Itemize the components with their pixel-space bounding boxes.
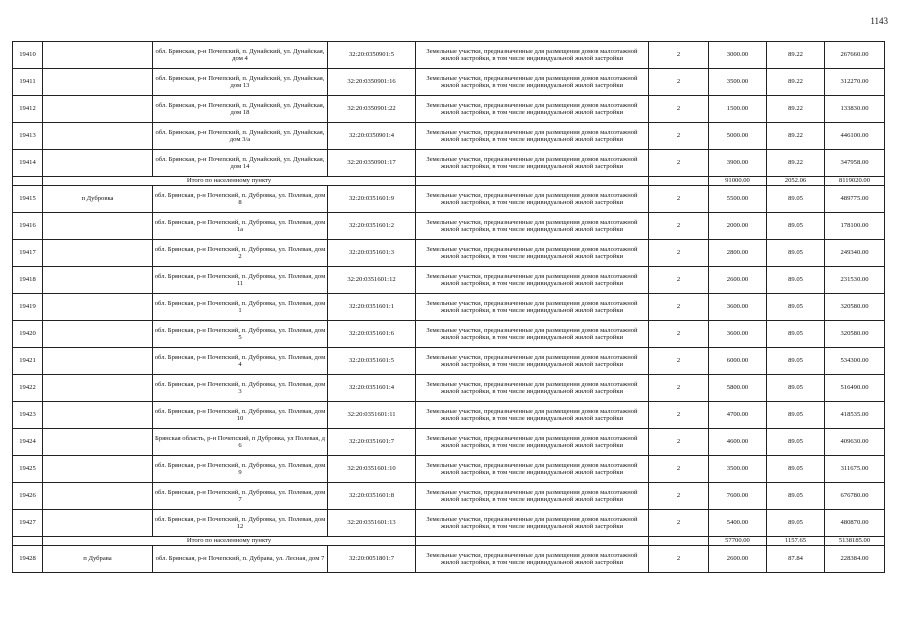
cadastral-value-table — [12, 41, 885, 573]
cadastral-value-cell: 311675.00 — [825, 456, 885, 483]
cadastral-value-cell: 320580.00 — [825, 294, 885, 321]
cadastral-number-cell: 32:20:0351601:13 — [328, 510, 416, 537]
area-cell: 3900.00 — [709, 150, 767, 177]
table-row — [13, 510, 885, 537]
settlement-cell: п Дубрава — [43, 546, 153, 573]
rate-cell: 89.05 — [767, 375, 825, 402]
settlement-cell — [43, 510, 153, 537]
row-id-cell: 19416 — [13, 213, 43, 240]
row-id-cell: 19410 — [13, 42, 43, 69]
rate-cell: 89.05 — [767, 510, 825, 537]
address-cell: обл. Брянская, р-н Почепский, п. Дунайский, ул. Дунайская, дом 13 — [153, 69, 328, 96]
address-cell: обл. Брянская, р-н Почепский, п. Дубровка, ул. Полевая, дом 3 — [153, 375, 328, 402]
land-purpose-cell: Земельные участки, предназначенные для размещения домов малоэтажной жилой застройки, в том числе индивидуальной жилой застройки — [416, 375, 649, 402]
table-row — [13, 267, 885, 294]
total-empty-cell — [649, 537, 709, 546]
cadastral-value-cell: 480870.00 — [825, 510, 885, 537]
table-row — [13, 456, 885, 483]
row-id-cell: 19427 — [13, 510, 43, 537]
table-row — [13, 240, 885, 267]
rate-cell: 89.05 — [767, 348, 825, 375]
cadastral-value-cell: 676780.00 — [825, 483, 885, 510]
address-cell: обл. Брянская, р-н Почепский, п. Дубровка, ул. Полевая, дом 12 — [153, 510, 328, 537]
cadastral-number-cell: 32:20:0351601:4 — [328, 375, 416, 402]
rate-cell: 89.22 — [767, 150, 825, 177]
group-cell: 2 — [649, 69, 709, 96]
area-cell: 3600.00 — [709, 321, 767, 348]
group-cell: 2 — [649, 294, 709, 321]
cadastral-number-cell: 32:20:0351601:12 — [328, 267, 416, 294]
cadastral-value-cell: 178100.00 — [825, 213, 885, 240]
rate-cell: 89.05 — [767, 402, 825, 429]
table-row — [13, 546, 885, 573]
total-value-cell: 5138185.00 — [825, 537, 885, 546]
area-cell: 3000.00 — [709, 42, 767, 69]
land-purpose-cell: Земельные участки, предназначенные для размещения домов малоэтажной жилой застройки, в том числе индивидуальной жилой застройки — [416, 348, 649, 375]
row-id-cell: 19426 — [13, 483, 43, 510]
land-purpose-cell: Земельные участки, предназначенные для размещения домов малоэтажной жилой застройки, в том числе индивидуальной жилой застройки — [416, 240, 649, 267]
group-cell: 2 — [649, 375, 709, 402]
area-cell: 1500.00 — [709, 96, 767, 123]
settlement-cell — [43, 150, 153, 177]
total-area-cell: 91000.00 — [709, 177, 767, 186]
total-area-cell: 57700.00 — [709, 537, 767, 546]
address-cell: обл. Брянская, р-н Почепский, п. Дубровка, ул. Полевая, дом 2 — [153, 240, 328, 267]
land-purpose-cell: Земельные участки, предназначенные для размещения домов малоэтажной жилой застройки, в том числе индивидуальной жилой застройки — [416, 96, 649, 123]
land-purpose-cell: Земельные участки, предназначенные для размещения домов малоэтажной жилой застройки, в том числе индивидуальной жилой застройки — [416, 42, 649, 69]
rate-cell: 89.05 — [767, 267, 825, 294]
cadastral-value-cell: 228384.00 — [825, 546, 885, 573]
settlement-cell — [43, 267, 153, 294]
cadastral-value-cell: 312270.00 — [825, 69, 885, 96]
row-id-cell: 19414 — [13, 150, 43, 177]
group-cell: 2 — [649, 123, 709, 150]
total-empty-cell — [416, 537, 649, 546]
row-id-cell: 19424 — [13, 429, 43, 456]
cadastral-number-cell: 32:20:0351601:6 — [328, 321, 416, 348]
area-cell: 2600.00 — [709, 267, 767, 294]
cadastral-value-cell: 267660.00 — [825, 42, 885, 69]
group-cell: 2 — [649, 96, 709, 123]
cadastral-value-cell: 231530.00 — [825, 267, 885, 294]
address-cell: обл. Брянская, р-н Почепский, п. Дубровка, ул. Полевая, дом 8 — [153, 186, 328, 213]
cadastral-value-cell: 133830.00 — [825, 96, 885, 123]
total-value-cell: 8119020.00 — [825, 177, 885, 186]
row-id-cell: 19417 — [13, 240, 43, 267]
settlement-cell — [43, 294, 153, 321]
total-empty-cell — [416, 177, 649, 186]
settlement-cell — [43, 348, 153, 375]
table-row — [13, 42, 885, 69]
table-row — [13, 375, 885, 402]
area-cell: 4600.00 — [709, 429, 767, 456]
total-rate-cell: 2052.06 — [767, 177, 825, 186]
row-id-cell: 19425 — [13, 456, 43, 483]
area-cell: 5500.00 — [709, 186, 767, 213]
area-cell: 3600.00 — [709, 294, 767, 321]
cadastral-value-cell: 249340.00 — [825, 240, 885, 267]
rate-cell: 89.05 — [767, 456, 825, 483]
address-cell: обл. Брянская, р-н Почепский, п. Дунайский, ул. Дунайская, дом 14 — [153, 150, 328, 177]
area-cell: 4700.00 — [709, 402, 767, 429]
address-cell: Брянская область, р-н Почепский, п Дубровка, ул Полевая, д 6 — [153, 429, 328, 456]
settlement-total-row — [13, 537, 885, 546]
group-cell: 2 — [649, 267, 709, 294]
page-number: 1143 — [870, 16, 888, 26]
row-id-cell: 19420 — [13, 321, 43, 348]
settlement-cell — [43, 240, 153, 267]
area-cell: 3500.00 — [709, 456, 767, 483]
address-cell: обл. Брянская, р-н Почепский, п. Дубровка, ул. Полевая, дом 11 — [153, 267, 328, 294]
row-id-cell: 19415 — [13, 186, 43, 213]
settlement-cell — [43, 213, 153, 240]
cadastral-number-cell: 32:20:0350901:4 — [328, 123, 416, 150]
cadastral-number-cell: 32:20:0351601:10 — [328, 456, 416, 483]
row-id-cell: 19411 — [13, 69, 43, 96]
area-cell: 5000.00 — [709, 123, 767, 150]
rate-cell: 89.05 — [767, 240, 825, 267]
land-purpose-cell: Земельные участки, предназначенные для размещения домов малоэтажной жилой застройки, в том числе индивидуальной жилой застройки — [416, 186, 649, 213]
rate-cell: 89.22 — [767, 96, 825, 123]
settlement-cell — [43, 402, 153, 429]
group-cell: 2 — [649, 150, 709, 177]
cadastral-number-cell: 32:20:0351601:7 — [328, 429, 416, 456]
area-cell: 2600.00 — [709, 546, 767, 573]
land-purpose-cell: Земельные участки, предназначенные для размещения домов малоэтажной жилой застройки, в том числе индивидуальной жилой застройки — [416, 267, 649, 294]
cadastral-value-cell: 320580.00 — [825, 321, 885, 348]
rate-cell: 87.84 — [767, 546, 825, 573]
area-cell: 6000.00 — [709, 348, 767, 375]
cadastral-number-cell: 32:20:0350901:17 — [328, 150, 416, 177]
rate-cell: 89.05 — [767, 429, 825, 456]
total-rate-cell: 1157.65 — [767, 537, 825, 546]
row-id-cell: 19428 — [13, 546, 43, 573]
row-id-cell: 19412 — [13, 96, 43, 123]
land-purpose-cell: Земельные участки, предназначенные для размещения домов малоэтажной жилой застройки, в том числе индивидуальной жилой застройки — [416, 429, 649, 456]
cadastral-number-cell: 32:20:0351601:8 — [328, 483, 416, 510]
area-cell: 5800.00 — [709, 375, 767, 402]
address-cell: обл. Брянская, р-н Почепский, п. Дубровка, ул. Полевая, дом 5 — [153, 321, 328, 348]
group-cell: 2 — [649, 213, 709, 240]
row-id-cell: 19423 — [13, 402, 43, 429]
land-purpose-cell: Земельные участки, предназначенные для размещения домов малоэтажной жилой застройки, в том числе индивидуальной жилой застройки — [416, 546, 649, 573]
settlement-cell — [43, 123, 153, 150]
table-row — [13, 69, 885, 96]
group-cell: 2 — [649, 321, 709, 348]
group-cell: 2 — [649, 348, 709, 375]
rate-cell: 89.05 — [767, 294, 825, 321]
address-cell: обл. Брянская, р-н Почепский, п. Дунайский, ул. Дунайская, дом 4 — [153, 42, 328, 69]
land-purpose-cell: Земельные участки, предназначенные для размещения домов малоэтажной жилой застройки, в том числе индивидуальной жилой застройки — [416, 456, 649, 483]
cadastral-value-cell: 489775.00 — [825, 186, 885, 213]
row-id-cell: 19421 — [13, 348, 43, 375]
rate-cell: 89.05 — [767, 483, 825, 510]
settlement-cell — [43, 375, 153, 402]
cadastral-value-cell: 347958.00 — [825, 150, 885, 177]
cadastral-number-cell: 32:20:0351601:2 — [328, 213, 416, 240]
address-cell: обл. Брянская, р-н Почепский, п. Дубровка, ул. Полевая, дом 7 — [153, 483, 328, 510]
land-purpose-cell: Земельные участки, предназначенные для размещения домов малоэтажной жилой застройки, в том числе индивидуальной жилой застройки — [416, 483, 649, 510]
table-row — [13, 213, 885, 240]
table-row — [13, 483, 885, 510]
table-row — [13, 123, 885, 150]
group-cell: 2 — [649, 402, 709, 429]
table-row — [13, 96, 885, 123]
cadastral-number-cell: 32:20:0351601:3 — [328, 240, 416, 267]
settlement-cell — [43, 456, 153, 483]
rate-cell: 89.05 — [767, 213, 825, 240]
cadastral-number-cell: 32:20:0351601:11 — [328, 402, 416, 429]
cadastral-number-cell: 32:20:0051801:7 — [328, 546, 416, 573]
cadastral-value-cell: 516490.00 — [825, 375, 885, 402]
land-purpose-cell: Земельные участки, предназначенные для размещения домов малоэтажной жилой застройки, в том числе индивидуальной жилой застройки — [416, 294, 649, 321]
group-cell: 2 — [649, 429, 709, 456]
group-cell: 2 — [649, 186, 709, 213]
row-id-cell: 19413 — [13, 123, 43, 150]
group-cell: 2 — [649, 483, 709, 510]
address-cell: обл. Брянская, р-н Почепский, п. Дубровка, ул. Полевая, дом 10 — [153, 402, 328, 429]
area-cell: 2800.00 — [709, 240, 767, 267]
total-empty-cell — [13, 537, 43, 546]
rate-cell: 89.22 — [767, 69, 825, 96]
cadastral-number-cell: 32:20:0350901:22 — [328, 96, 416, 123]
table-row — [13, 294, 885, 321]
settlement-cell — [43, 483, 153, 510]
land-purpose-cell: Земельные участки, предназначенные для размещения домов малоэтажной жилой застройки, в том числе индивидуальной жилой застройки — [416, 510, 649, 537]
area-cell: 2000.00 — [709, 213, 767, 240]
land-purpose-cell: Земельные участки, предназначенные для размещения домов малоэтажной жилой застройки, в том числе индивидуальной жилой застройки — [416, 123, 649, 150]
group-cell: 2 — [649, 42, 709, 69]
address-cell: обл. Брянская, р-н Почепский, п. Дубровка, ул. Полевая, дом 4 — [153, 348, 328, 375]
cadastral-value-cell: 409630.00 — [825, 429, 885, 456]
land-purpose-cell: Земельные участки, предназначенные для размещения домов малоэтажной жилой застройки, в том числе индивидуальной жилой застройки — [416, 69, 649, 96]
settlement-cell: п Дубровка — [43, 186, 153, 213]
land-purpose-cell: Земельные участки, предназначенные для размещения домов малоэтажной жилой застройки, в том числе индивидуальной жилой застройки — [416, 150, 649, 177]
total-label-cell: Итого по населенному пункту — [43, 537, 416, 546]
land-purpose-cell: Земельные участки, предназначенные для размещения домов малоэтажной жилой застройки, в том числе индивидуальной жилой застройки — [416, 321, 649, 348]
address-cell: обл. Брянская, р-н Почепский, п. Дубровка, ул. Полевая, дом 9 — [153, 456, 328, 483]
address-cell: обл. Брянская, р-н Почепский, п. Дунайский, ул. Дунайская, дом 3/а — [153, 123, 328, 150]
group-cell: 2 — [649, 510, 709, 537]
settlement-cell — [43, 321, 153, 348]
cadastral-value-cell: 446100.00 — [825, 123, 885, 150]
address-cell: обл. Брянская, р-н Почепский, п. Дубрава, ул. Лесная, дом 7 — [153, 546, 328, 573]
settlement-cell — [43, 42, 153, 69]
cadastral-number-cell: 32:20:0350901:5 — [328, 42, 416, 69]
cadastral-number-cell: 32:20:0350901:16 — [328, 69, 416, 96]
total-empty-cell — [13, 177, 43, 186]
table-row — [13, 429, 885, 456]
group-cell: 2 — [649, 240, 709, 267]
group-cell: 2 — [649, 456, 709, 483]
row-id-cell: 19418 — [13, 267, 43, 294]
land-purpose-cell: Земельные участки, предназначенные для размещения домов малоэтажной жилой застройки, в том числе индивидуальной жилой застройки — [416, 402, 649, 429]
area-cell: 7600.00 — [709, 483, 767, 510]
row-id-cell: 19422 — [13, 375, 43, 402]
cadastral-number-cell: 32:20:0351601:1 — [328, 294, 416, 321]
total-empty-cell — [649, 177, 709, 186]
area-cell: 5400.00 — [709, 510, 767, 537]
rate-cell: 89.05 — [767, 186, 825, 213]
table-row — [13, 186, 885, 213]
table-row — [13, 150, 885, 177]
table-row — [13, 348, 885, 375]
address-cell: обл. Брянская, р-н Почепский, п. Дубровка, ул. Полевая, дом 1а — [153, 213, 328, 240]
cadastral-number-cell: 32:20:0351601:5 — [328, 348, 416, 375]
address-cell: обл. Брянская, р-н Почепский, п. Дунайский, ул. Дунайская, дом 18 — [153, 96, 328, 123]
group-cell: 2 — [649, 546, 709, 573]
table-row — [13, 402, 885, 429]
settlement-total-row — [13, 177, 885, 186]
cadastral-value-cell: 534300.00 — [825, 348, 885, 375]
total-label-cell: Итого по населенному пункту — [43, 177, 416, 186]
rate-cell: 89.22 — [767, 123, 825, 150]
table-row — [13, 321, 885, 348]
rate-cell: 89.05 — [767, 321, 825, 348]
address-cell: обл. Брянская, р-н Почепский, п. Дубровка, ул. Полевая, дом 1 — [153, 294, 328, 321]
land-purpose-cell: Земельные участки, предназначенные для размещения домов малоэтажной жилой застройки, в том числе индивидуальной жилой застройки — [416, 213, 649, 240]
settlement-cell — [43, 96, 153, 123]
cadastral-number-cell: 32:20:0351601:9 — [328, 186, 416, 213]
area-cell: 3500.00 — [709, 69, 767, 96]
settlement-cell — [43, 69, 153, 96]
settlement-cell — [43, 429, 153, 456]
row-id-cell: 19419 — [13, 294, 43, 321]
cadastral-value-cell: 418535.00 — [825, 402, 885, 429]
rate-cell: 89.22 — [767, 42, 825, 69]
